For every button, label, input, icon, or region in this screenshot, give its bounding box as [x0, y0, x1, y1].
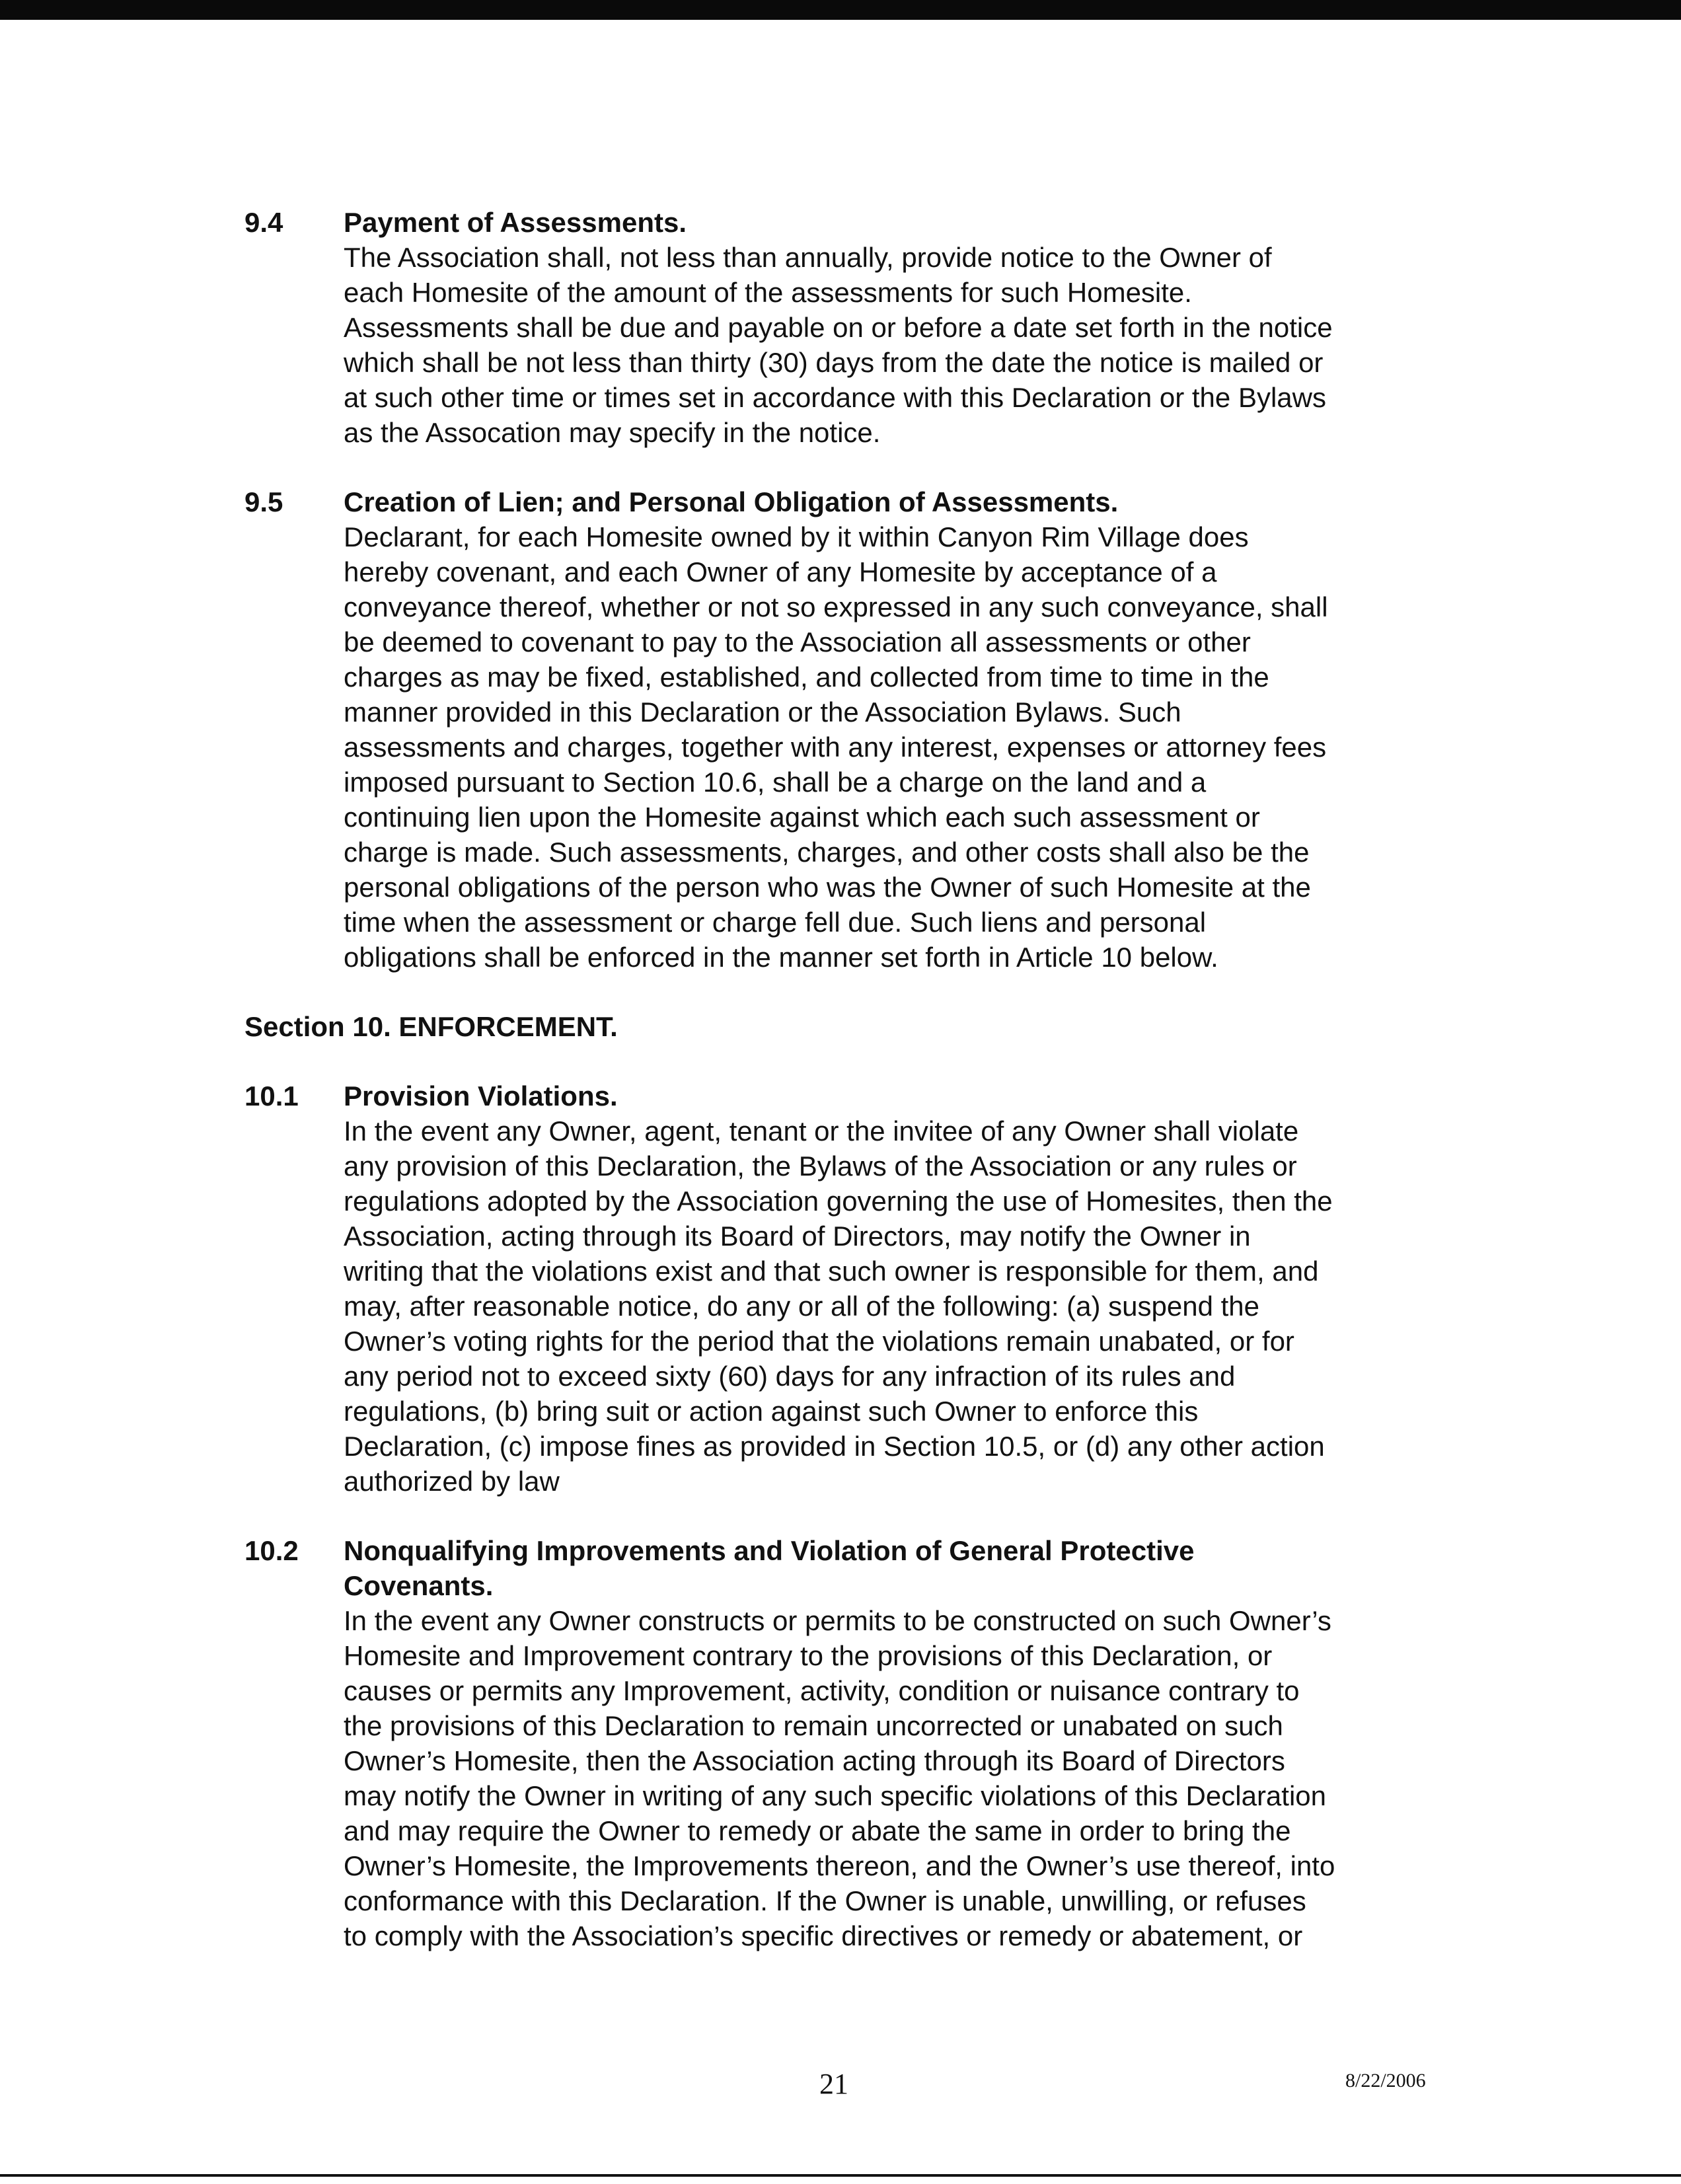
section-heading: Provision Violations.: [344, 1080, 618, 1111]
section-body: In the event any Owner, agent, tenant or the invitee of any Owner shall violate any provision of this Declaration, the Bylaws of the Association or any rules or regulations adopted by the Association governing the use of Homesites, then the Association, acting through its Board of Directors, may notify the Owner in writing that the violations exist and that such owner is responsible for them, and may, after reasonable notice, do any or all of the following: (a) suspend the Owner’s voting rights for the period that the violations remain unabated, or for any period not to exceed sixty (60) days for any infraction of its rules and regulations, (b) bring suit or action against such Owner to enforce this Declaration, (c) impose fines as provided in Section 10.5, or (d) any other action authorized by law: [344, 1115, 1333, 1497]
scan-top-border: [0, 0, 1681, 20]
section-10-2: [244, 1533, 1440, 1953]
section-body: In the event any Owner constructs or permits to be constructed on such Owner’s Homesite and Improvement contrary to the provisions of this Declaration, or causes or permits any Improvement, activity, condition or nuisance contrary to the provisions of this Declaration to remain uncorrected or unabated on such Owner’s Homesite, then the Association acting through its Board of Directors may notify the Owner in writing of any such specific violations of this Declaration and may require the Owner to remedy or abate the same in order to bring the Owner’s Homesite, the Improvements thereon, and the Owner’s use thereof, into conformance with this Declaration. If the Owner is unable, unwilling, or refuses to comply with the Association’s specific directives or remedy or abatement, or: [344, 1605, 1335, 1951]
page-number: 21: [819, 2068, 848, 2100]
section-10-title: Section 10. ENFORCEMENT.: [244, 1011, 618, 1042]
section-heading: Creation of Lien; and Personal Obligation of Assessments.: [344, 486, 1119, 517]
scan-bottom-border: [0, 2174, 1681, 2177]
section-10-1: [244, 1078, 1440, 1499]
section-heading: Nonqualifying Improvements and Violation of General Protective Covenants.: [344, 1535, 1195, 1601]
section-number: 9.5: [244, 486, 283, 517]
footer-date: 8/22/2006: [1345, 2070, 1426, 2091]
section-number: 10.2: [244, 1535, 299, 1566]
section-number: 9.4: [244, 207, 283, 238]
section-number: 10.1: [244, 1080, 299, 1111]
section-heading: Payment of Assessments.: [344, 207, 687, 238]
section-9-5: [244, 484, 1440, 975]
section-9-4: [244, 205, 1440, 450]
document-body: [244, 205, 1440, 1988]
section-body: The Association shall, not less than annually, provide notice to the Owner of each Homesite of the amount of the assessments for such Homesite. Assessments shall be due and payable on or before a date set forth in the notice which shall be not less than thirty (30) days from the date the notice is mailed or at such other time or times set in accordance with this Declaration or the Bylaws as the Assocation may specify in the notice.: [344, 242, 1333, 448]
section-body: Declarant, for each Homesite owned by it within Canyon Rim Village does hereby covenant, and each Owner of any Homesite by acceptance of a conveyance thereof, whether or not so expressed in any such conveyance, shall be deemed to covenant to pay to the Association all assessments or other charges as may be fixed, established, and collected from time to time in the manner provided in this Declaration or the Association Bylaws. Such assessments and charges, together with any interest, expenses or attorney fees imposed pursuant to Section 10.6, shall be a charge on the land and a continuing lien upon the Homesite against which each such assessment or charge is made. Such assessments, charges, and other costs shall also be the personal obligations of the person who was the Owner of such Homesite at the time when the assessment or charge fell due. Such liens and personal obligations shall be enforced in the manner set forth in Article 10 below.: [344, 521, 1328, 973]
